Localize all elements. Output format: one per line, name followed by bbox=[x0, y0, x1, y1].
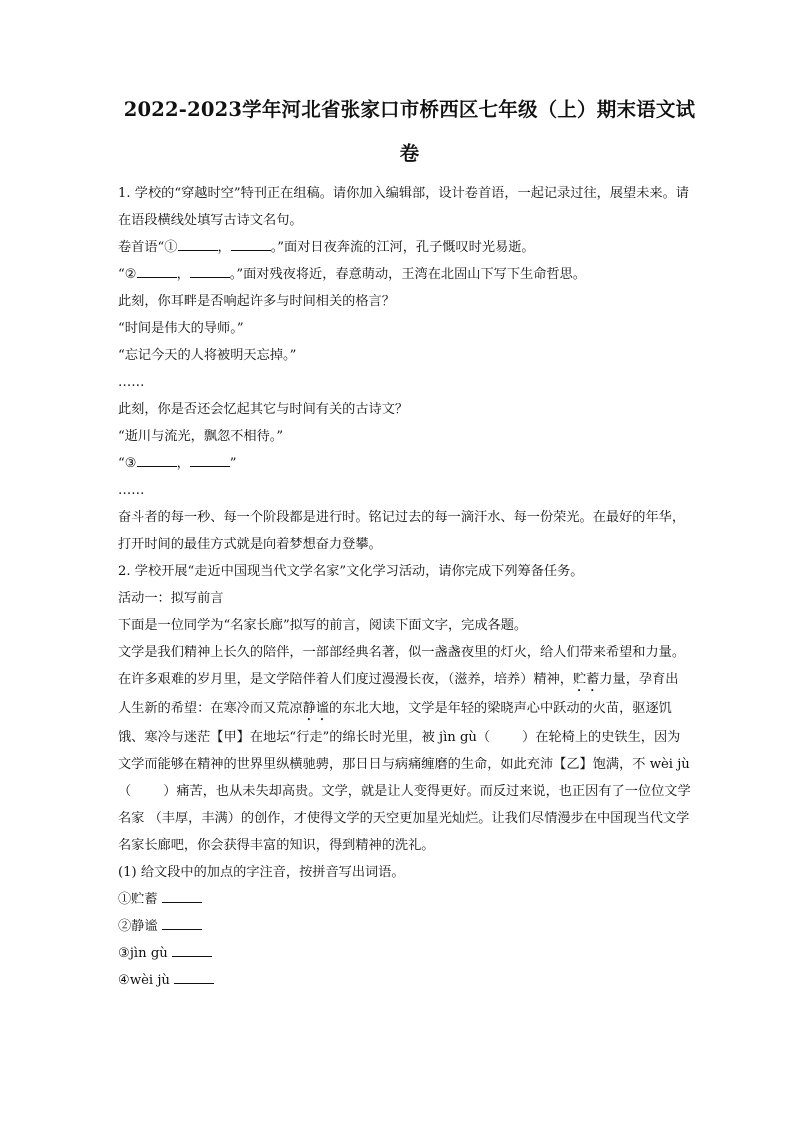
q1-line-3: 此刻，你耳畔是否响起许多与时间相关的格言？ bbox=[118, 294, 395, 309]
dotted-word: 静谧 bbox=[302, 701, 329, 716]
q2-item-1: ①贮蓄 bbox=[118, 886, 691, 913]
q2-intro: 2. 学校开展“走近中国现当代文学名家”文化学习活动，请你完成下列筹备任务。 bbox=[118, 564, 584, 579]
answer-blank[interactable] bbox=[162, 915, 202, 930]
page-title bbox=[100, 94, 719, 170]
q2-activity: 活动一：拟写前言 bbox=[118, 591, 224, 606]
answer-blank[interactable] bbox=[137, 263, 177, 278]
q2-passage: 文学是我们精神上长久的陪伴，一部部经典名著，似一盏盏夜里的灯火，给人们带来希望和力量。在许多艰难的岁月里，是文学陪伴着人们度过漫漫长夜，（滋养，培养）精神，贮蓄力量，孕育出人生新的希望：在寒冷而又荒凉静谧的东北大地，文学是年轻的梁晓声心中跃动的火苗，驱逐饥饿、寒冷与迷茫【甲】在地坛“行走”的绵长时光里，被 jìn gù（ ）在轮椅上的史铁生，因为文学而能够在精神的世界里纵横驰骋，那日日与病痛缠磨的生命，如此充沛【乙】饱满，不 wèi jù（ ）痛苦，也从未失却高贵。文学，就是让人变得更好。而反过来说，也正因有了一位位文学名家 （丰厚，丰满）的创作，才使得文学的天空更加星光灿烂。让我们尽情漫步在中国现当代文学名家长廊吧，你会获得丰富的知识，得到精神的洗礼。 bbox=[118, 645, 691, 853]
q2-sub1: (1) 给文段中的加点的字注音，按拼音写出词语。 bbox=[118, 865, 405, 880]
q1-line-7: 此刻，你是否还会忆起其它与时间有关的古诗文？ bbox=[118, 402, 409, 417]
q1-line-1: 卷首语“① ， 。”面对日夜奔流的江河，孔子慨叹时光易逝。 bbox=[118, 234, 691, 261]
title-line1: 2022-2023学年河北省张家口市桥西区七年级（上）期末语文试 bbox=[123, 98, 696, 121]
q2-item-3: ③jìn gù bbox=[118, 940, 691, 967]
answer-blank[interactable] bbox=[137, 452, 177, 467]
q1-line-5: “忘记今天的人将被明天忘掉。” bbox=[118, 348, 297, 363]
q2-item-2: ②静谧 bbox=[118, 913, 691, 940]
answer-blank[interactable] bbox=[178, 236, 218, 251]
q2-lead: 下面是一位同学为“名家长廊”拟写的前言，阅读下面文字，完成各题。 bbox=[118, 618, 528, 633]
answer-blank[interactable] bbox=[162, 888, 202, 903]
q1-line-4: “时间是伟大的导师。” bbox=[118, 321, 244, 336]
q1-line-9: “③ ， ” bbox=[118, 450, 691, 477]
q1-intro: 1. 学校的“穿越时空”特刊正在组稿。请你加入编辑部，设计卷首语，一起记录过往，展望未来。请在语段横线处填写古诗文名句。 bbox=[118, 186, 689, 228]
title-line2: 卷 bbox=[399, 142, 420, 165]
q1-line-8: “逝川与流光，飘忽不相待。” bbox=[118, 429, 284, 444]
answer-blank[interactable] bbox=[174, 969, 214, 984]
dotted-word: 贮蓄 bbox=[572, 672, 600, 687]
answer-blank[interactable] bbox=[172, 942, 212, 957]
answer-blank[interactable] bbox=[231, 236, 271, 251]
answer-blank[interactable] bbox=[190, 263, 230, 278]
q1-line-6: …… bbox=[118, 375, 145, 390]
q1-line-10: …… bbox=[118, 483, 145, 498]
q1-line-2: “② ， 。”面对残夜将近，春意萌动，王湾在北固山下写下生命哲思。 bbox=[118, 261, 691, 288]
answer-blank[interactable] bbox=[190, 452, 230, 467]
exam-body bbox=[118, 180, 691, 994]
q1-line-11: 奋斗者的每一秒、每一个阶段都是进行时。铭记过去的每一滴汗水、每一份荣光。在最好的年华，打开时间的最佳方式就是向着梦想奋力登攀。 bbox=[118, 510, 686, 552]
q2-item-4: ④wèi jù bbox=[118, 967, 691, 994]
